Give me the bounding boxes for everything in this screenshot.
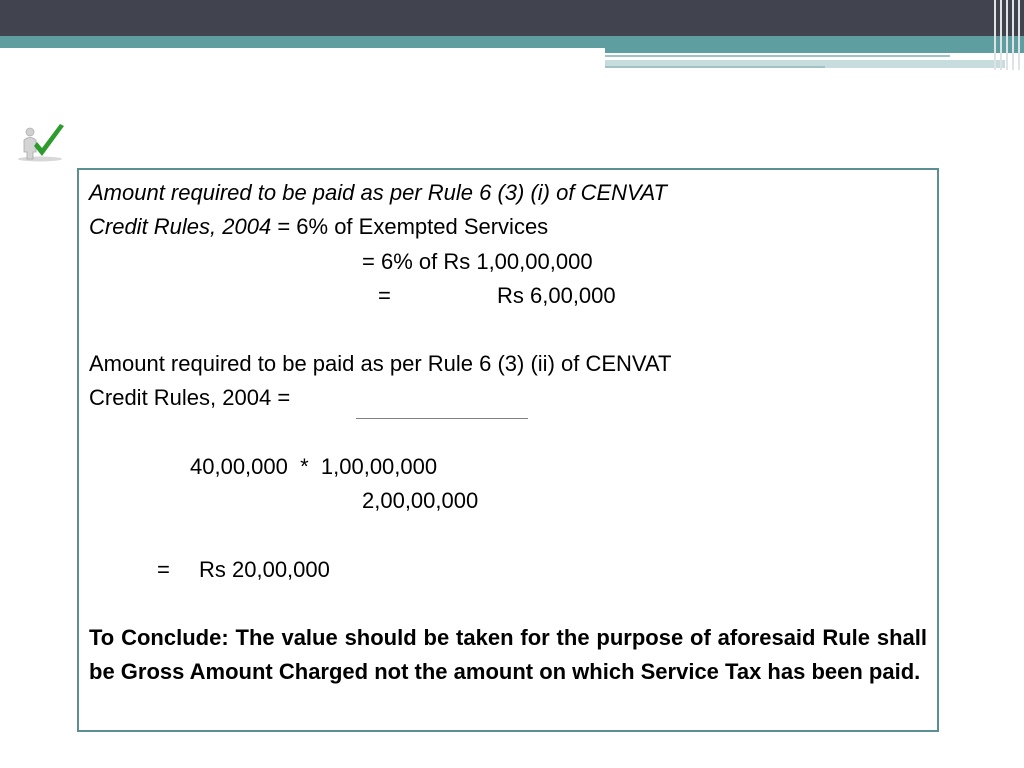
fraction-denominator: 2,00,00,000 bbox=[362, 488, 479, 513]
calc-result: Rs 6,00,000 bbox=[497, 283, 616, 308]
conclusion-text: To Conclude: The value should be taken for the purpose of aforesaid Rule shall be Gross Amount Charged not the amount on which Service Tax has been paid. bbox=[89, 625, 927, 684]
rule-formula: = 6% of Exempted Services bbox=[271, 214, 549, 239]
result-equals: = bbox=[157, 557, 170, 582]
fraction-numerator: 40,00,000 * 1,00,00,000 bbox=[190, 454, 438, 479]
rule-6-3-i-line1: Amount required to be paid as per Rule 6 (3) (i) of CENVAT bbox=[89, 180, 667, 205]
header-stripes bbox=[990, 0, 1024, 70]
result-value: Rs 20,00,000 bbox=[199, 557, 330, 582]
header-accent-bar bbox=[0, 36, 1024, 48]
calc-equals: = bbox=[378, 283, 391, 308]
fraction-line bbox=[356, 418, 528, 419]
header-decor-line bbox=[605, 66, 825, 68]
rule-6-3-ii-line1: Amount required to be paid as per Rule 6 (3) (ii) of CENVAT bbox=[89, 351, 672, 376]
rule-reference: Credit Rules, 2004 bbox=[89, 214, 272, 239]
header-decor-line bbox=[605, 55, 950, 57]
rule-6-3-ii-line2: Credit Rules, 2004 = bbox=[89, 385, 291, 410]
header-accent-line bbox=[605, 48, 1024, 53]
rule-6-3-i-line2 bbox=[89, 210, 548, 244]
calc-line: = 6% of Rs 1,00,00,000 bbox=[362, 249, 593, 274]
person-checkmark-icon bbox=[16, 122, 68, 162]
header-bar bbox=[0, 0, 1024, 36]
